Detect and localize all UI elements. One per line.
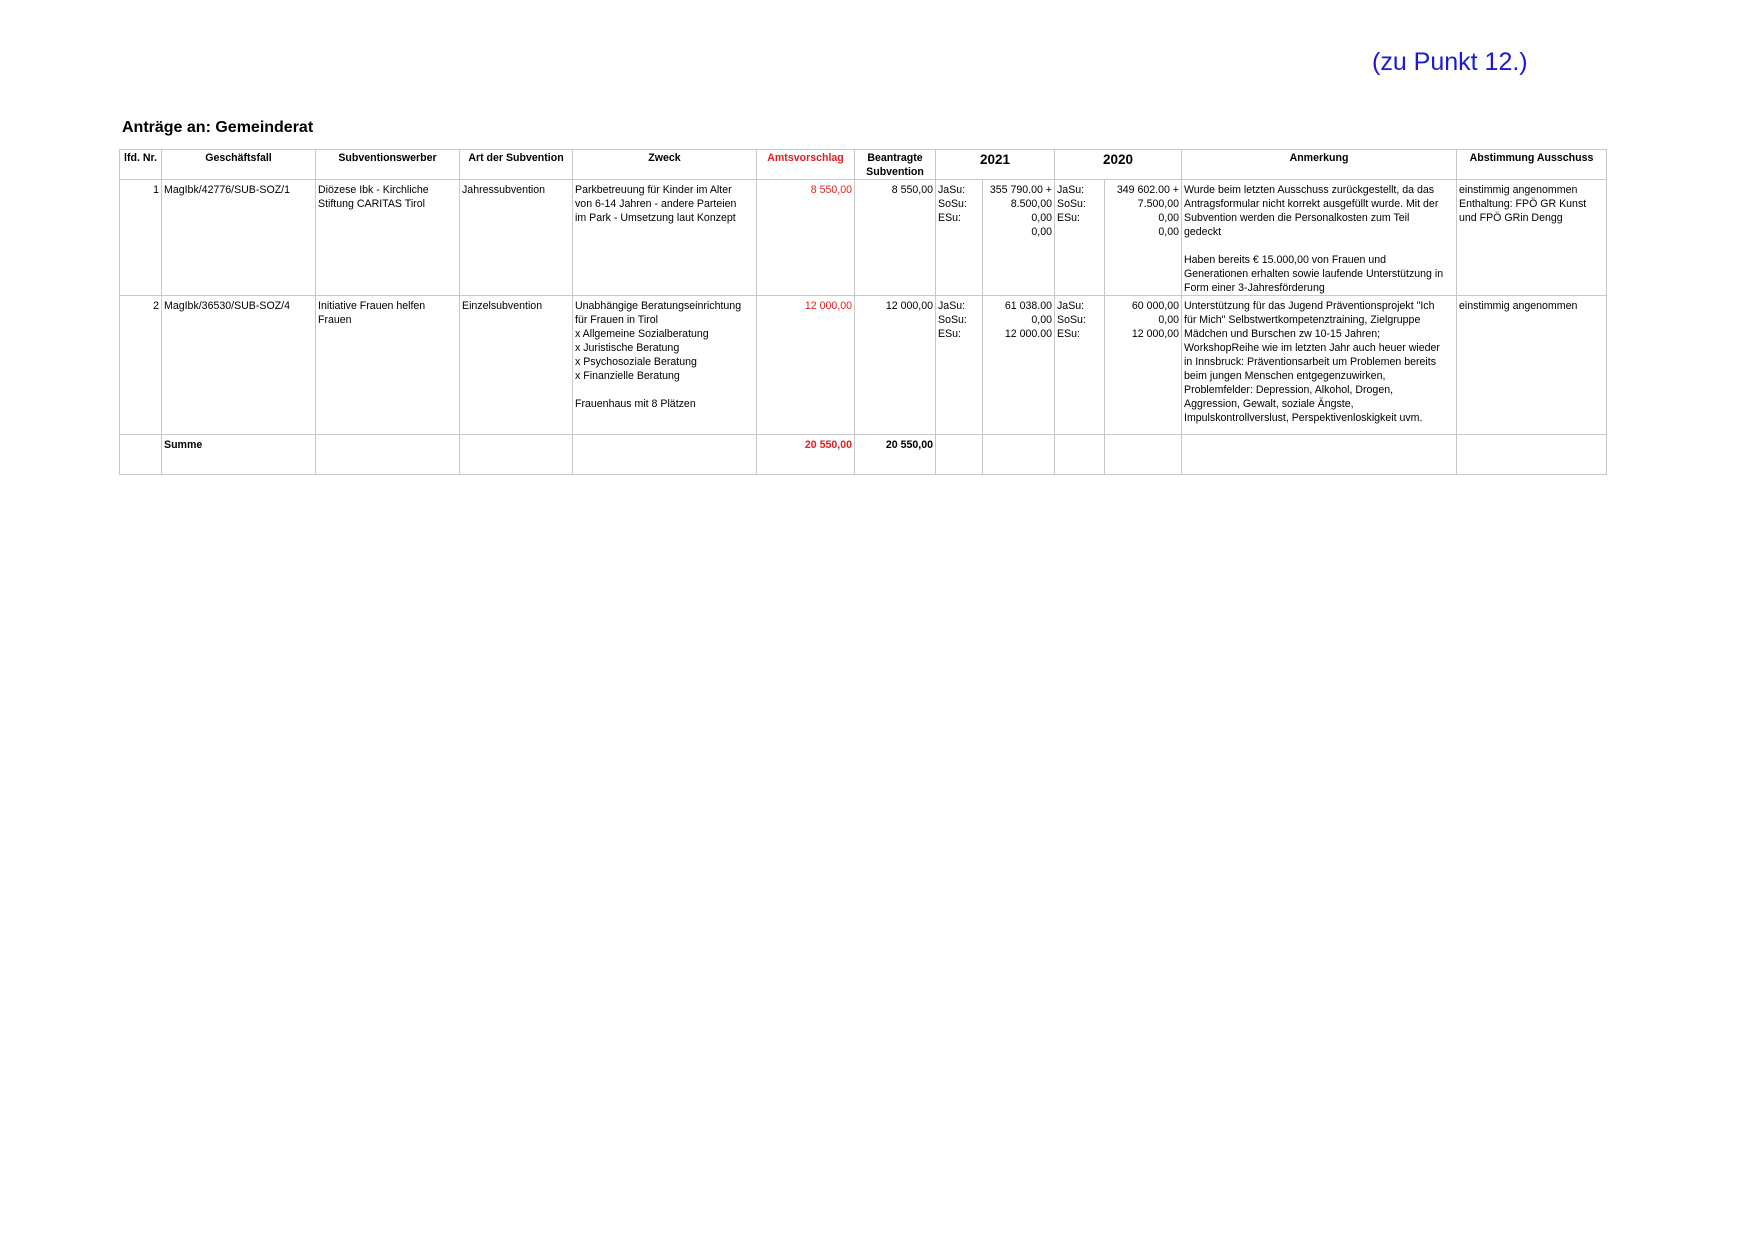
werber-line: Diözese Ibk - Kirchliche xyxy=(318,184,429,196)
cell-2021-values xyxy=(983,180,1055,296)
label-jasu: JaSu: xyxy=(938,184,966,196)
value-esu: 12 000,00 xyxy=(1131,328,1179,340)
value-jasu: 355 790.00 + xyxy=(989,184,1052,196)
label-jasu: JaSu: xyxy=(1057,184,1085,196)
zweck-line: im Park - Umsetzung laut Konzept xyxy=(575,212,736,224)
abstimmung-line: und FPÖ GRin Dengg xyxy=(1459,212,1563,224)
cell-beantragt: 12 000,00 xyxy=(855,296,936,435)
label-esu: ESu: xyxy=(1057,212,1080,224)
value-sosu: 7.500,00 xyxy=(1137,198,1179,210)
cell-summe-amtsvorschlag xyxy=(757,435,855,475)
cell-anmerkung xyxy=(1182,180,1457,296)
cell-nr: 2 xyxy=(120,296,162,435)
zweck-line: Parkbetreuung für Kinder im Alter xyxy=(575,184,732,196)
label-sosu: SoSu: xyxy=(1057,198,1086,210)
anmerkung-line: WorkshopReihe wie im letzten Jahr auch heuer wieder xyxy=(1184,342,1440,354)
cell-empty xyxy=(316,435,460,475)
cell-empty xyxy=(120,435,162,475)
col-header-2020: 2020 xyxy=(1055,150,1182,180)
spacer xyxy=(575,383,754,397)
summe-beantragt: 20 550,00 xyxy=(885,439,933,451)
cell-zweck xyxy=(573,180,757,296)
label-esu: ESu: xyxy=(938,328,961,340)
zweck-line: x Finanzielle Beratung xyxy=(575,370,680,382)
label-sosu: SoSu: xyxy=(938,198,967,210)
summe-label: Summe xyxy=(164,439,203,451)
cell-empty xyxy=(573,435,757,475)
col-header-abstimmung: Abstimmung Ausschuss xyxy=(1457,150,1607,180)
anmerkung-line: Mädchen und Burschen zw 10-15 Jahren; xyxy=(1184,328,1381,340)
value-esu: 12 000.00 xyxy=(1004,328,1052,340)
label-sosu: SoSu: xyxy=(938,314,967,326)
werber-line: Stiftung CARITAS Tirol xyxy=(318,198,425,210)
col-header-2021: 2021 xyxy=(936,150,1055,180)
anmerkung-line: in Innsbruck: Präventionsarbeit um Problemen bereits xyxy=(1184,356,1437,368)
page-title: Anträge an: Gemeinderat xyxy=(122,119,314,136)
cell-abstimmung xyxy=(1457,296,1607,435)
zweck-line: x Allgemeine Sozialberatung xyxy=(575,328,709,340)
anmerkung-line: Antragsformular nicht korrekt ausgefüllt wurde. Mit der xyxy=(1184,198,1439,210)
cell-2021-labels xyxy=(936,180,983,296)
value-sosu: 0,00 xyxy=(1031,314,1052,326)
col-header-anmerkung: Anmerkung xyxy=(1182,150,1457,180)
werber-line: Frauen xyxy=(318,314,352,326)
anmerkung-line: für Mich" Selbstwertkompetenztraining, Zielgruppe xyxy=(1184,314,1421,326)
col-header-amtsvorschlag: Amtsvorschlag xyxy=(757,150,855,180)
cell-beantragt: 8 550,00 xyxy=(855,180,936,296)
abstimmung-line: einstimmig angenommen xyxy=(1459,184,1578,196)
value-extra: 0,00 xyxy=(1031,226,1052,238)
anmerkung-line: Form einer 3-Jahresförderung xyxy=(1184,282,1325,294)
label-esu: ESu: xyxy=(1057,328,1080,340)
cell-nr: 1 xyxy=(120,180,162,296)
col-header-beantragte-line-2: Subvention xyxy=(866,166,924,178)
sum-row xyxy=(120,435,1607,475)
cell-empty xyxy=(460,435,573,475)
abstimmung-line: einstimmig angenommen xyxy=(1459,300,1578,312)
value-jasu: 60 000,00 xyxy=(1131,300,1179,312)
col-header-beantragte xyxy=(855,150,936,180)
label-jasu: JaSu: xyxy=(938,300,966,312)
col-header-beantragte-line-1: Beantragte xyxy=(867,152,923,164)
cell-summe-label xyxy=(162,435,316,475)
summe-amtsvorschlag: 20 550,00 xyxy=(804,439,852,451)
cell-2021-labels xyxy=(936,296,983,435)
label-sosu: SoSu: xyxy=(1057,314,1086,326)
cell-empty xyxy=(1182,435,1457,475)
value-esu: 0,00 xyxy=(1158,212,1179,224)
col-header-werber: Subventionswerber xyxy=(316,150,460,180)
zweck-line: x Psychosoziale Beratung xyxy=(575,356,697,368)
cell-2020-values xyxy=(1105,296,1182,435)
anmerkung-line: Unterstützung für das Jugend Präventionsprojekt "Ich xyxy=(1184,300,1435,312)
zweck-line: Frauenhaus mit 8 Plätzen xyxy=(575,398,696,410)
zweck-line: von 6-14 Jahren - andere Parteien xyxy=(575,198,737,210)
anmerkung-line: Haben bereits € 15.000,00 von Frauen und xyxy=(1184,254,1387,266)
cell-anmerkung xyxy=(1182,296,1457,435)
col-header-geschaeftsfall: Geschäftsfall xyxy=(162,150,316,180)
table-row xyxy=(120,296,1607,435)
cell-empty xyxy=(983,435,1055,475)
table-row xyxy=(120,180,1607,296)
col-header-nr: lfd. Nr. xyxy=(120,150,162,180)
zweck-line: Unabhängige Beratungseinrichtung xyxy=(575,300,742,312)
cell-werber xyxy=(316,180,460,296)
cell-summe-beantragt xyxy=(855,435,936,475)
anmerkung-line: Wurde beim letzten Ausschuss zurückgestellt, da das xyxy=(1184,184,1435,196)
anmerkung-line: gedeckt xyxy=(1184,226,1222,238)
anmerkung-line: Subvention werden die Personalkosten zum Teil xyxy=(1184,212,1410,224)
col-header-art: Art der Subvention xyxy=(460,150,573,180)
anmerkung-line: Problemfelder: Depression, Alkohol, Drogen, xyxy=(1184,384,1394,396)
anmerkung-line: Impulskontrollverslust, Perspektivenloskigkeit uvm. xyxy=(1184,412,1423,424)
cell-2020-values xyxy=(1105,180,1182,296)
col-header-zweck: Zweck xyxy=(573,150,757,180)
value-extra: 0,00 xyxy=(1158,226,1179,238)
cell-geschaeftsfall: MagIbk/36530/SUB-SOZ/4 xyxy=(162,296,316,435)
cell-abstimmung xyxy=(1457,180,1607,296)
cell-2020-labels xyxy=(1055,296,1105,435)
cell-zweck xyxy=(573,296,757,435)
cell-empty xyxy=(1457,435,1607,475)
cell-geschaeftsfall: MagIbk/42776/SUB-SOZ/1 xyxy=(162,180,316,296)
cell-amtsvorschlag: 8 550,00 xyxy=(757,180,855,296)
zweck-line: für Frauen in Tirol xyxy=(575,314,659,326)
werber-line: Initiative Frauen helfen xyxy=(318,300,426,312)
cell-empty xyxy=(936,435,983,475)
value-jasu: 61 038.00 xyxy=(1004,300,1052,312)
value-esu: 0,00 xyxy=(1031,212,1052,224)
spacer xyxy=(1184,239,1454,253)
cell-art: Einzelsubvention xyxy=(460,296,573,435)
subsidy-table xyxy=(119,149,1607,475)
abstimmung-line: Enthaltung: FPÖ GR Kunst xyxy=(1459,198,1587,210)
anmerkung-line: Generationen erhalten sowie laufende Unterstützung in xyxy=(1184,268,1444,280)
anmerkung-line: beim jungen Menschen entgegenzuwirken, xyxy=(1184,370,1386,382)
label-jasu: JaSu: xyxy=(1057,300,1085,312)
cell-2021-values xyxy=(983,296,1055,435)
anmerkung-line: Aggression, Gewalt, soziale Ängste, xyxy=(1184,398,1354,410)
cell-empty xyxy=(1105,435,1182,475)
cell-werber xyxy=(316,296,460,435)
cell-2020-labels xyxy=(1055,180,1105,296)
label-esu: ESu: xyxy=(938,212,961,224)
cell-empty xyxy=(1055,435,1105,475)
zweck-line: x Juristische Beratung xyxy=(575,342,680,354)
value-jasu: 349 602.00 + xyxy=(1116,184,1179,196)
value-sosu: 8.500,00 xyxy=(1010,198,1052,210)
cell-art: Jahressubvention xyxy=(460,180,573,296)
table-header-row xyxy=(120,150,1607,180)
cell-amtsvorschlag: 12 000,00 xyxy=(757,296,855,435)
value-sosu: 0,00 xyxy=(1158,314,1179,326)
agenda-item-reference: (zu Punkt 12.) xyxy=(1372,48,1528,76)
